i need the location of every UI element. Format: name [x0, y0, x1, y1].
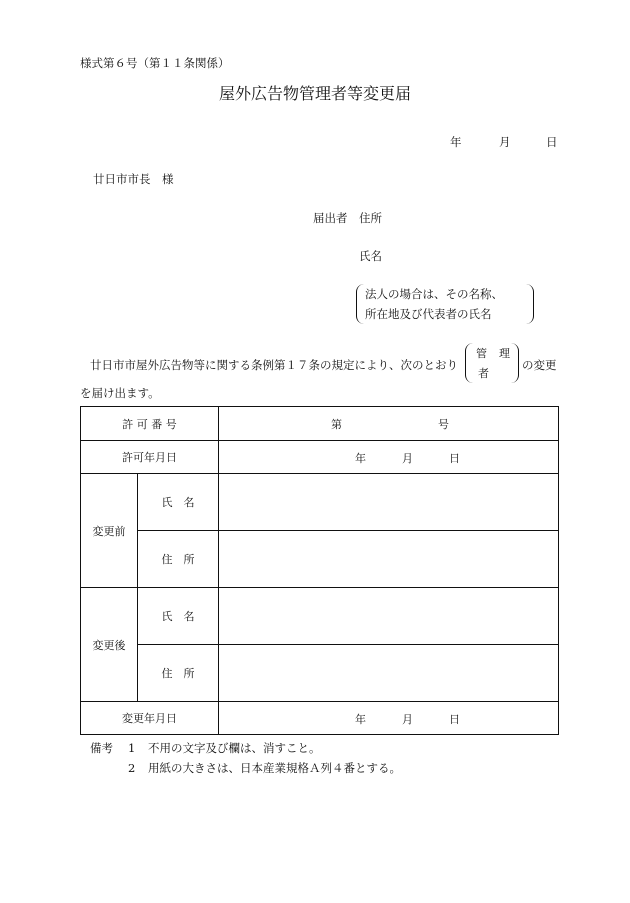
after-address-field[interactable] — [219, 645, 559, 702]
before-label: 変更前 — [81, 474, 138, 588]
date-month-label: 月 — [499, 135, 511, 149]
body-text-tail: の変更 — [522, 358, 557, 372]
applicant-name-label: 氏名 — [359, 249, 382, 263]
permit-date-label: 許可年月日 — [81, 441, 219, 474]
change-date-day: 日 — [449, 713, 460, 726]
body-text-line-2: を届け出ます。 — [80, 386, 160, 400]
before-address-field[interactable] — [219, 531, 559, 588]
permit-date-field[interactable] — [219, 441, 559, 474]
before-address-row — [81, 531, 559, 588]
after-address-row — [81, 645, 559, 702]
body-text-line-1: 廿日市市屋外広告物等に関する条例第１７条の規定により、次のとおり — [90, 358, 458, 372]
permit-date-row — [81, 441, 559, 474]
after-address-label: 住 所 — [138, 645, 219, 702]
applicant-address-label: 届出者 住所 — [313, 211, 382, 225]
permit-date-day: 日 — [449, 452, 460, 465]
change-date-label: 変更年月日 — [81, 702, 219, 735]
addressee: 廿日市市長 様 — [93, 172, 174, 186]
change-date-month: 月 — [402, 713, 413, 726]
form-number: 様式第６号（第１１条関係） — [80, 56, 230, 70]
permit-date-year: 年 — [355, 452, 366, 465]
manager-char-3: 者 — [478, 367, 489, 380]
remarks-item-1: 不用の文字及び欄は、消すこと。 — [148, 741, 321, 755]
date-day-label: 日 — [546, 135, 558, 149]
before-name-row — [81, 474, 559, 531]
permit-number-suffix: 号 — [438, 418, 449, 431]
change-form-table — [80, 406, 559, 735]
date-year-label: 年 — [450, 135, 462, 149]
change-date-field[interactable] — [219, 702, 559, 735]
after-name-row — [81, 588, 559, 645]
permit-number-row — [81, 407, 559, 441]
remarks-item-1-number: 1 — [128, 741, 136, 755]
remarks-item-2: 用紙の大きさは、日本産業規格Ａ列４番とする。 — [148, 761, 401, 775]
before-address-label: 住 所 — [138, 531, 219, 588]
remarks-label: 備考 — [90, 741, 113, 755]
remarks-item-2-number: 2 — [128, 761, 136, 775]
permit-number-label: 許 可 番 号 — [81, 407, 219, 441]
manager-char-2: 理 — [499, 347, 510, 360]
after-label: 変更後 — [81, 588, 138, 702]
permit-date-month: 月 — [402, 452, 413, 465]
after-name-field[interactable] — [219, 588, 559, 645]
change-date-row — [81, 702, 559, 735]
corporation-note-line-1: 法人の場合は、その名称、 — [365, 287, 503, 301]
before-name-field[interactable] — [219, 474, 559, 531]
after-name-label: 氏 名 — [138, 588, 219, 645]
corporation-note — [356, 284, 534, 324]
manager-char-1: 管 — [476, 347, 487, 360]
permit-number-field[interactable] — [219, 407, 559, 441]
corporation-note-line-2: 所在地及び代表者の氏名 — [365, 307, 492, 321]
permit-number-prefix: 第 — [331, 418, 342, 431]
manager-bracket — [465, 343, 519, 383]
document-title: 屋外広告物管理者等変更届 — [218, 84, 411, 103]
change-date-year: 年 — [355, 713, 366, 726]
before-name-label: 氏 名 — [138, 474, 219, 531]
